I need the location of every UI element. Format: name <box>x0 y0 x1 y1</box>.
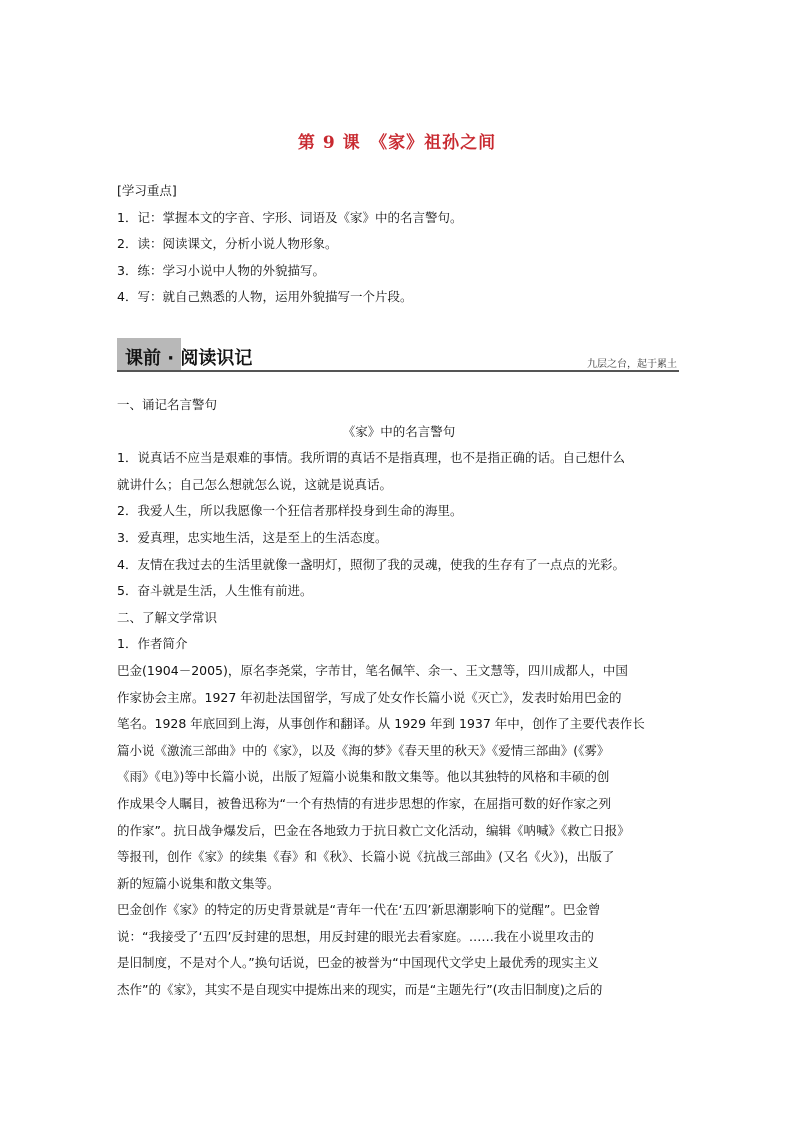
text-line: 篇小说《激流三部曲》中的《家》，以及《海的梦》《春天里的秋天》《爱情三部曲》(《雾》 <box>117 742 610 758</box>
text-line: 巴金(1904－2005)，原名李尧棠，字芾甘，笔名佩竿、余一、王文慧等，四川成都人，中国 <box>117 662 628 678</box>
text-line: 5．奋斗就是生活，人生惟有前进。 <box>117 583 313 599</box>
goal-item: 4．写：就自己熟悉的人物，运用外貌描写一个片段。 <box>117 289 413 305</box>
text-line: 3．爱真理，忠实地生活，这是至上的生活态度。 <box>117 529 388 545</box>
banner-rule <box>117 370 679 372</box>
text-line: 说：“我接受了‘五四’反封建的思想，用反封建的眼光去看家庭。……我在小说里攻击的 <box>117 928 594 944</box>
text-line: 新的短篇小说集和散文集等。 <box>117 875 280 891</box>
body-text <box>117 392 681 1004</box>
text-line: 就讲什么；自己怎么想就怎么说，这就是说真话。 <box>117 476 393 492</box>
text-line: 杰作”的《家》，其实不是自现实中提炼出来的现实，而是“主题先行”(攻击旧制度)之后的 <box>117 982 603 998</box>
text-line: 巴金创作《家》的特定的历史背景就是“青年一代在‘五四’新思潮影响下的觉醒”。巴金曾 <box>117 902 601 918</box>
subsection-title: 《家》中的名言警句 <box>342 423 456 439</box>
text-line: 《雨》《电》)等中长篇小说，出版了短篇小说集和散文集等。他以其独特的风格和丰硕的创 <box>117 769 610 785</box>
goals-header: [学习重点] <box>117 183 177 198</box>
text-line: 是旧制度，不是对个人。”换句话说，巴金的被誉为“中国现代文学史上最优秀的现实主义 <box>117 955 599 971</box>
text-line: 4．友情在我过去的生活里就像一盏明灯，照彻了我的灵魂，使我的生存有了一点点的光彩。 <box>117 556 625 572</box>
goal-item: 2．读：阅读课文，分析小说人物形象。 <box>117 236 338 252</box>
text-line: 作成果令人瞩目，被鲁迅称为“一个有热情的有进步思想的作家，在屈指可数的好作家之列 <box>117 795 611 811</box>
text-line: 笔名。1928 年底回到上海，从事创作和翻译。从 1929 年到 1937 年中，创作了主要代表作长 <box>117 716 645 732</box>
section-banner <box>117 338 679 372</box>
learning-goals <box>117 178 681 311</box>
goal-item: 3．练：学习小说中人物的外貌描写。 <box>117 262 325 278</box>
text-line: 等报刊，创作《家》的续集《春》和《秋》、长篇小说《抗战三部曲》(又名《火》)，出版了 <box>117 849 615 865</box>
text-line: 作家协会主席。1927 年初赴法国留学，写成了处女作长篇小说《灭亡》，发表时始用巴金的 <box>117 689 622 705</box>
goal-item: 1．记：掌握本文的字音、字形、词语及《家》中的名言警句。 <box>117 209 463 225</box>
subsection-heading: 1．作者简介 <box>117 636 188 652</box>
lesson-title: 第 9 课 《家》祖孙之间 <box>297 133 497 153</box>
text-line: 1．说真话不应当是艰难的事情。我所谓的真话不是指真理，也不是指正确的话。自己想什么 <box>117 450 625 466</box>
section-heading: 一、诵记名言警句 <box>117 397 218 412</box>
banner-motto: 九层之台，起于累土 <box>587 359 677 370</box>
banner-title: 课前 · 阅读识记 <box>125 348 253 369</box>
section-heading: 二、了解文学常识 <box>117 609 218 625</box>
text-line: 2．我爱人生，所以我愿像一个狂信者那样投身到生命的海里。 <box>117 503 463 519</box>
text-line: 的作家”。抗日战争爆发后，巴金在各地致力于抗日救亡文化活动，编辑《呐喊》《救亡日报》 <box>117 822 630 838</box>
